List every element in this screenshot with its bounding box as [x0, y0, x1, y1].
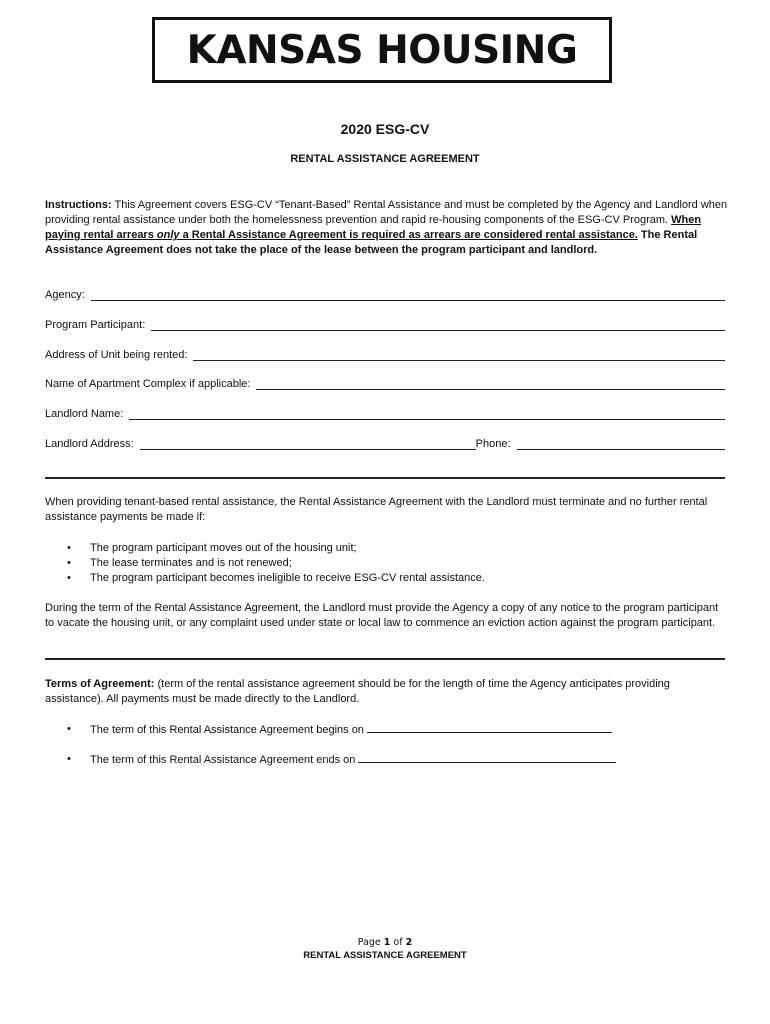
bullet-icon: •	[67, 723, 71, 735]
instructions-emphasis-only: only	[156, 229, 180, 241]
logo-text: KANSAS HOUSING	[186, 27, 578, 73]
landlord-address-line[interactable]	[140, 438, 476, 450]
kansas-housing-logo	[152, 17, 612, 83]
list-item	[45, 571, 520, 586]
address-label: Address of Unit being rented:	[45, 349, 188, 361]
document-title: 2020 ESG-CV	[340, 121, 430, 137]
notice-paragraph: During the term of the Rental Assistance Agreement, the Landlord must provide the Agency a copy of any notice to the program participant to vacate the housing unit, or any complaint used under state or local law to commence an eviction action against the program participant.	[45, 602, 719, 629]
instructions-emphasis-1: When paying rental arrears	[45, 214, 702, 241]
landlord-name-field[interactable]	[45, 405, 725, 420]
list-item	[45, 556, 730, 571]
complex-line[interactable]	[256, 378, 725, 390]
address-field[interactable]	[45, 346, 725, 361]
complex-label: Name of Apartment Complex if applicable:	[45, 378, 251, 390]
address-line[interactable]	[193, 349, 725, 361]
bullet-icon: •	[67, 557, 71, 569]
term-begins-line[interactable]	[367, 722, 612, 733]
list-item-text: The program participant moves out of the housing unit;	[90, 542, 357, 554]
page-number	[0, 937, 770, 948]
section-divider	[45, 658, 725, 660]
document-subtitle: RENTAL ASSISTANCE AGREEMENT	[290, 153, 480, 165]
instructions-closing: The Rental Assistance Agreement does not take the place of the lease between the program participant and landlord.	[45, 229, 698, 256]
bullet-icon: •	[67, 753, 71, 765]
agency-label: Agency:	[45, 289, 85, 301]
instructions-emphasis-2: a Rental Assistance Agreement is required as arrears are considered rental assistance.	[179, 229, 638, 241]
list-item-text: The lease terminates and is not renewed;	[90, 557, 292, 569]
page-total: 2	[405, 937, 413, 948]
term-ends-item	[45, 752, 730, 768]
agency-line[interactable]	[91, 289, 725, 301]
terms-text: (term of the rental assistance agreement should be for the length of time the Agency anticipates providing assistance). All payments must be made directly to the Landlord.	[45, 678, 670, 705]
instructions-paragraph	[45, 198, 730, 258]
phone-label: Phone:	[475, 438, 511, 450]
term-begins-label: The term of this Rental Assistance Agreement begins on	[90, 724, 364, 736]
phone-line[interactable]	[517, 438, 725, 450]
landlord-address-label: Landlord Address:	[45, 438, 134, 450]
participant-label: Program Participant:	[45, 319, 146, 331]
landlord-name-label: Landlord Name:	[45, 408, 124, 420]
footer-title: RENTAL ASSISTANCE AGREEMENT	[303, 950, 467, 961]
participant-field[interactable]	[45, 316, 725, 331]
instructions-label: Instructions:	[45, 199, 112, 211]
term-begins-item	[45, 722, 730, 738]
term-ends-line[interactable]	[358, 752, 616, 763]
landlord-name-line[interactable]	[129, 408, 725, 420]
termination-list	[45, 541, 730, 586]
page-prefix: Page	[357, 937, 384, 948]
term-ends-label: The term of this Rental Assistance Agreement ends on	[90, 754, 356, 766]
bullet-icon: •	[67, 542, 71, 554]
terms-paragraph	[45, 677, 730, 707]
page-of: of	[390, 937, 406, 948]
list-item-text: The program participant becomes ineligible to receive ESG-CV rental assistance.	[90, 572, 485, 584]
list-item	[45, 541, 730, 556]
participant-line[interactable]	[151, 319, 725, 331]
section-divider	[45, 477, 725, 479]
termination-intro: When providing tenant-based rental assistance, the Rental Assistance Agreement with the Landlord must terminate and no further rental assistance payments be made if:	[45, 496, 708, 523]
bullet-icon: •	[67, 572, 71, 584]
page-current: 1	[383, 937, 391, 948]
landlord-address-field[interactable]	[45, 435, 725, 450]
instructions-text: This Agreement covers ESG-CV “Tenant-Based” Rental Assistance and must be completed by the Agency and Landlord when providing rental assistance under both the homelessness prevention and rapid re-housing components of the ESG-CV Program.	[45, 199, 728, 226]
complex-field[interactable]	[45, 375, 725, 390]
terms-label: Terms of Agreement:	[45, 678, 155, 690]
agency-field[interactable]	[45, 286, 725, 301]
